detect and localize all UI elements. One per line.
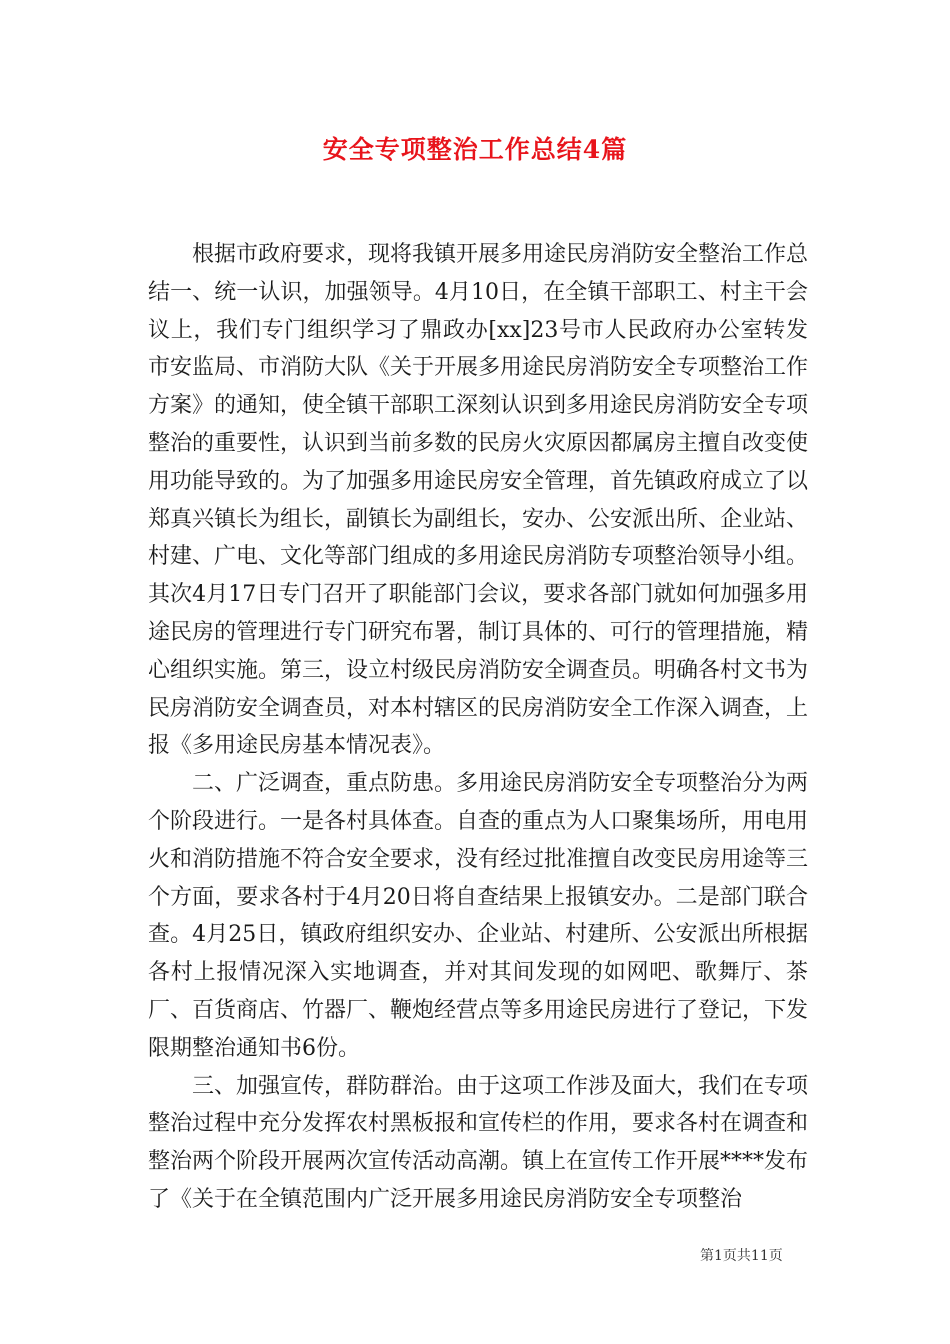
page-number: 第1页共11页 <box>700 1248 783 1264</box>
page-title: 安全专项整治工作总结4篇 <box>322 135 628 164</box>
paragraph-1: 根据市政府要求，现将我镇开展多用途民房消防安全整治工作总结一、统一认识，加强领导。4月10日，在全镇干部职工、村主干会议上，我们专门组织学习了鼎政办[xx]23号市人民政府办公室转发市安监局、市消防大队《关于开展多用途民房消防安全专项整治工作方案》的通知，使全镇干部职工深刻认识到多用途民房消防安全专项整治的重要性，认识到当前多数的民房火灾原因都属房主擅自改变使用功能导致的。为了加强多用途民房安全管理，首先镇政府成立了以郑真兴镇长为组长，副镇长为副组长，安办、公安派出所、企业站、村建、广电、文化等部门组成的多用途民房消防专项整治领导小组。其次4月17日专门召开了职能部门会议，要求各部门就如何加强多用途民房的管理进行专门研究布署，制订具体的、可行的管理措施，精心组织实施。第三，设立村级民房消防安全调查员。明确各村文书为民房消防安全调查员，对本村辖区的民房消防安全工作深入调查，上报《多用途民房基本情况表》。 <box>148 242 809 759</box>
paragraph-3: 三、加强宣传，群防群治。由于这项工作涉及面大，我们在专项整治过程中充分发挥农村黑板报和宣传栏的作用，要求各村在调查和整治两个阶段开展两次宣传活动高潮。镇上在宣传工作开展****发布了《关于在全镇范围内广泛开展多用途民房消防安全专项整治 <box>148 1073 809 1212</box>
document-body <box>148 236 808 1219</box>
paragraph-2: 二、广泛调查，重点防患。多用途民房消防安全专项整治分为两个阶段进行。一是各村具体查。自查的重点为人口聚集场所，用电用火和消防措施不符合安全要求，没有经过批准擅自改变民房用途等三个方面，要求各村于4月20日将自查结果上报镇安办。二是部门联合查。4月25日，镇政府组织安办、企业站、村建所、公安派出所根据各村上报情况深入实地调查，并对其间发现的如网吧、歌舞厅、茶厂、百货商店、竹器厂、鞭炮经营点等多用途民房进行了登记，下发限期整治通知书6份。 <box>148 771 809 1061</box>
